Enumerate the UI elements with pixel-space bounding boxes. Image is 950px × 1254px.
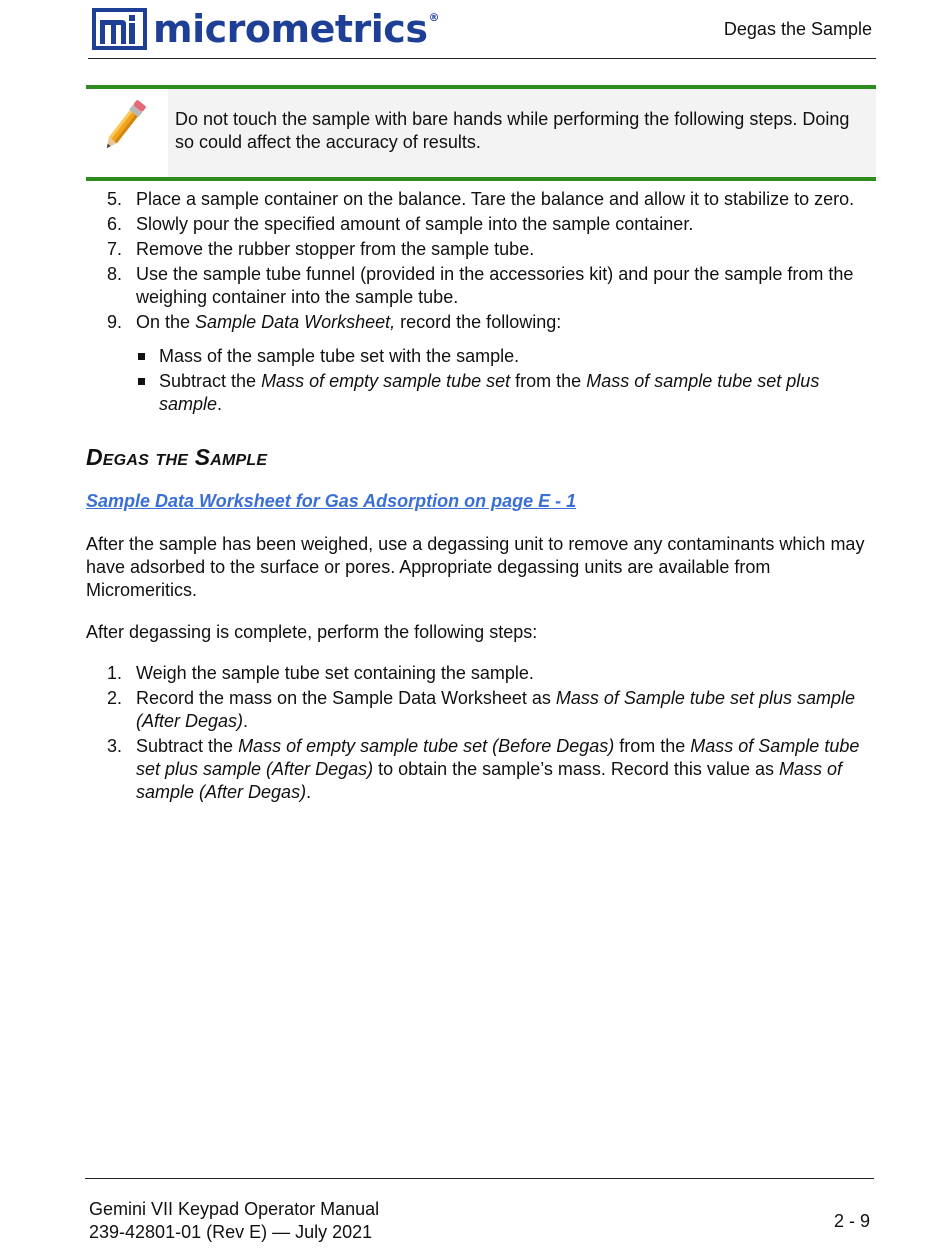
list-item: 3. Subtract the Mass of empty sample tube set (Before Degas) from the Mass of Sample tube set plus sample (After Degas) to obtain the sample’s mass. Record this value as Mass of sample (After Degas). — [107, 736, 860, 802]
note-text: Do not touch the sample with bare hands while performing the following steps. Doing so could affect the accuracy of results. — [175, 109, 850, 152]
bullet-square-icon — [138, 353, 145, 360]
mi-logo-icon — [92, 8, 147, 50]
footer-manual-title: Gemini VII Keypad Operator Manual — [89, 1199, 380, 1219]
list-item: 7. Remove the rubber stopper from the sample tube. — [107, 239, 535, 259]
logo-wordmark: micrometrics® — [153, 7, 439, 51]
footer-divider — [85, 1178, 874, 1179]
degas-intro-paragraph: After the sample has been weighed, use a degassing unit to remove any contaminants which may have adsorbed to the surface or pores. Appropriate degassing units are available from Micromeritics. — [86, 534, 865, 600]
footer-part-number: 239-42801-01 (Rev E) — July 2021 — [89, 1222, 373, 1242]
sample-prep-steps — [0, 188, 950, 336]
degas-steps-intro: After degassing is complete, perform the following steps: — [86, 622, 538, 642]
list-item: 9. On the Sample Data Worksheet, record the following: — [107, 312, 562, 332]
pencil-icon — [92, 93, 156, 159]
bullet-item: Subtract the Mass of empty sample tube set from the Mass of sample tube set plus sample. — [0, 370, 950, 416]
micromeritics-logo — [92, 8, 439, 50]
list-item: 8. Use the sample tube funnel (provided in the accessories kit) and pour the sample from the weighing container into the sample tube. — [107, 264, 854, 307]
list-item: 2. Record the mass on the Sample Data Worksheet as Mass of Sample tube set plus sample (After Degas). — [107, 688, 856, 731]
note-callout — [86, 85, 876, 181]
worksheet-cross-reference-link[interactable]: Sample Data Worksheet for Gas Adsorption on page E - 1 — [86, 491, 577, 511]
bullet-item: Mass of the sample tube set with the sample. — [0, 345, 950, 368]
running-header-title: Degas the Sample — [723, 19, 872, 39]
degas-steps — [0, 662, 950, 806]
list-item: 6. Slowly pour the specified amount of sample into the sample container. — [107, 214, 694, 234]
header-divider — [88, 58, 876, 59]
list-item: 1. Weigh the sample tube set containing the sample. — [107, 663, 534, 683]
page-number: 2 - 9 — [833, 1211, 870, 1231]
worksheet-bullets — [0, 345, 950, 418]
list-item: 5. Place a sample container on the balance. Tare the balance and allow it to stabilize to zero. — [107, 189, 855, 209]
footer-manual-info — [89, 1198, 379, 1244]
bullet-square-icon — [138, 378, 145, 385]
section-heading: Degas the Sample — [86, 444, 268, 470]
